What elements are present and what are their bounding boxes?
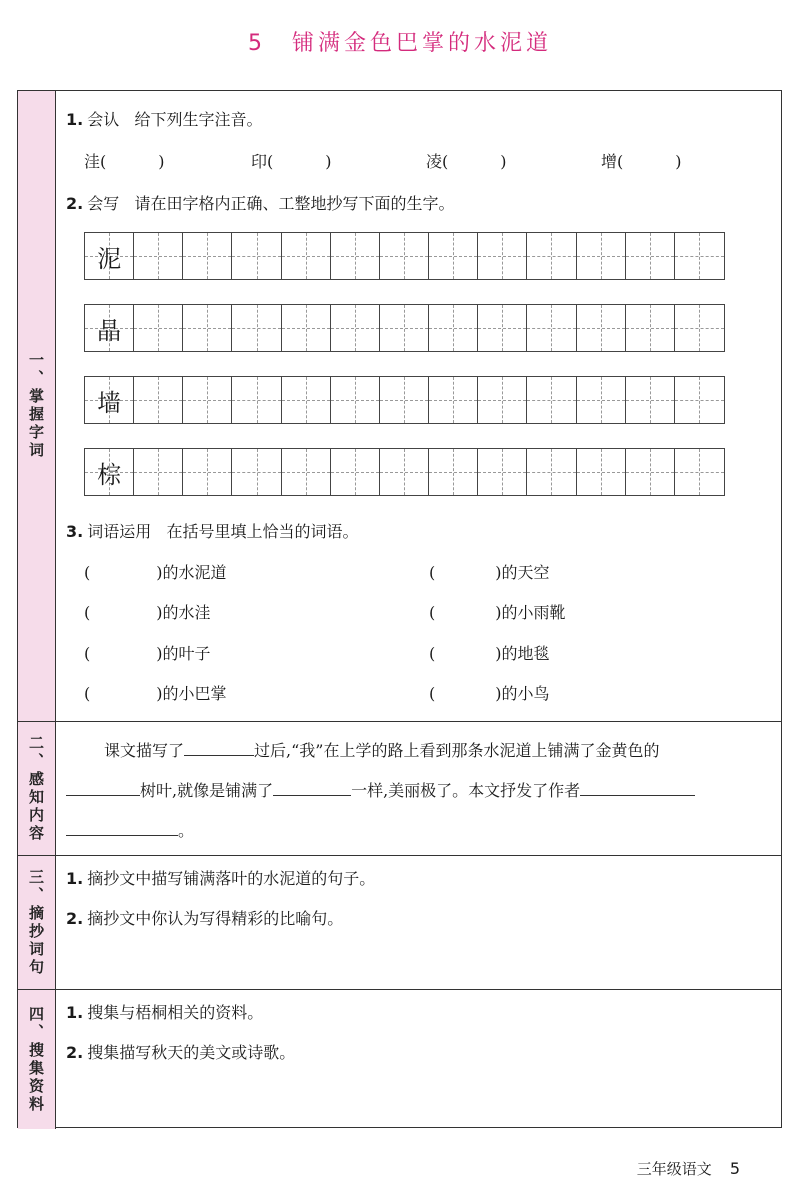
pinyin-item[interactable]: 洼( ): [84, 152, 165, 171]
section-label: 四、搜集资料: [18, 990, 56, 1129]
model-char: 墙: [97, 388, 122, 417]
fill-word-item[interactable]: ( )的小鸟: [429, 684, 550, 703]
lesson-title: 铺满金色巴掌的水泥道: [291, 31, 552, 56]
fill-paragraph-line[interactable]: 。: [66, 818, 194, 841]
research-item: 2. 搜集描写秋天的美文或诗歌。: [66, 1043, 296, 1062]
section-research: [18, 990, 781, 1129]
fill-word-item[interactable]: ( )的叶子: [84, 644, 211, 663]
model-char: 棕: [97, 460, 122, 489]
excerpt-item: 1. 摘抄文中描写铺满落叶的水泥道的句子。: [66, 869, 376, 888]
excerpt-item: 2. 摘抄文中你认为写得精彩的比喻句。: [66, 909, 344, 928]
worksheet-frame: [17, 90, 782, 1128]
page-title: [0, 26, 800, 57]
lesson-number: 5: [247, 31, 266, 56]
research-item: 1. 搜集与梧桐相关的资料。: [66, 1003, 264, 1022]
section-excerpts: [18, 856, 781, 990]
question-2: 2. 会写 请在田字格内正确、工整地抄写下面的生字。: [66, 194, 455, 213]
page-number: 5: [729, 1159, 740, 1178]
tianzige-row[interactable]: [84, 232, 725, 280]
section-label: 三、摘抄词句: [18, 856, 56, 989]
pinyin-item[interactable]: 增( ): [601, 152, 682, 171]
grade-subject: 三年级语文: [636, 1160, 712, 1178]
question-3: 3. 词语运用 在括号里填上恰当的词语。: [66, 522, 359, 541]
model-char: 晶: [97, 316, 122, 345]
fill-word-item[interactable]: ( )的地毯: [429, 644, 550, 663]
tianzige-row[interactable]: [84, 448, 725, 496]
fill-word-item[interactable]: ( )的小雨靴: [429, 603, 566, 622]
fill-word-item[interactable]: ( )的小巴掌: [84, 684, 227, 703]
pinyin-item[interactable]: 凌( ): [426, 152, 507, 171]
section-comprehension: [18, 722, 781, 856]
pinyin-item[interactable]: 印( ): [251, 152, 332, 171]
fill-paragraph-line[interactable]: 树叶,就像是铺满了 一样,美丽极了。本文抒发了作者: [66, 778, 695, 801]
section-label: 二、感知内容: [18, 722, 56, 855]
tianzige-row[interactable]: [84, 304, 725, 352]
section-label: 一、掌握字词: [18, 91, 56, 721]
fill-word-item[interactable]: ( )的水洼: [84, 603, 211, 622]
fill-word-item[interactable]: ( )的水泥道: [84, 563, 227, 582]
section-vocabulary: [18, 91, 781, 722]
fill-word-item[interactable]: ( )的天空: [429, 563, 550, 582]
tianzige-row[interactable]: [84, 376, 725, 424]
page-footer: [637, 1158, 740, 1179]
question-1: 1. 会认 给下列生字注音。: [66, 110, 263, 129]
fill-paragraph-line[interactable]: 课文描写了 过后,“我”在上学的路上看到那条水泥道上铺满了金黄色的: [104, 741, 660, 760]
model-char: 泥: [97, 244, 122, 273]
